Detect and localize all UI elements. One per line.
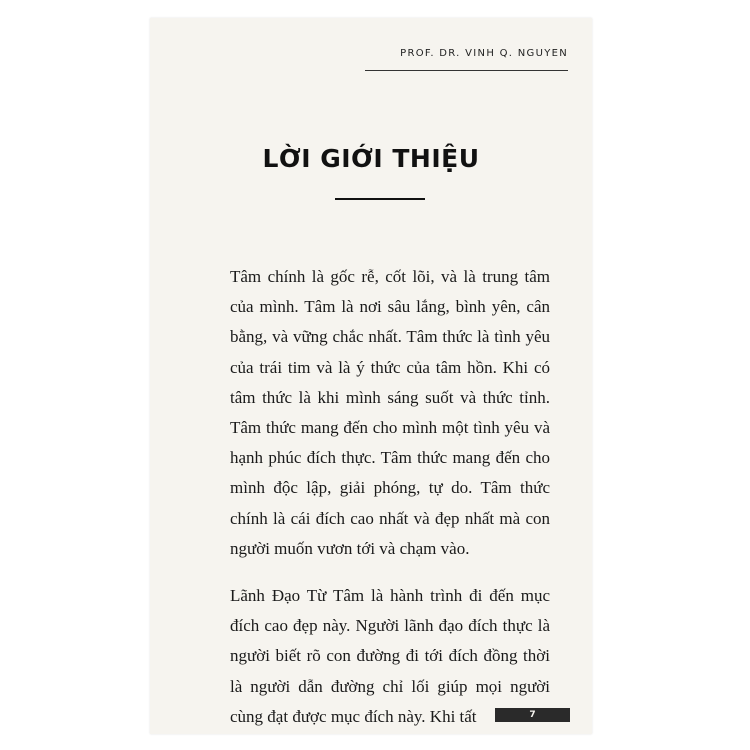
body-text xyxy=(230,262,550,732)
running-head: PROF. DR. VINH Q. NGUYEN xyxy=(400,48,568,59)
page-number: 7 xyxy=(495,708,570,722)
book-page xyxy=(150,18,592,734)
paragraph-2: Lãnh Đạo Từ Tâm là hành trình đi đến mục đích cao đẹp này. Người lãnh đạo đích thực là người biết rõ con đường đi tới đích đồng thời là người dẫn đường chỉ lối giúp mọi người cùng đạt được mục đích này. Khi tất xyxy=(230,586,550,726)
running-head-rule xyxy=(365,70,568,71)
paragraph-1: Tâm chính là gốc rễ, cốt lõi, và là trung tâm của mình. Tâm là nơi sâu lắng, bình yên, cân bằng, và vững chắc nhất. Tâm thức là tình yêu của trái tim và là ý thức của tâm hồn. Khi có tâm thức là khi mình sáng suốt và thức tỉnh. Tâm thức mang đến cho mình một tình yêu và hạnh phúc đích thực. Tâm thức mang đến cho mình độc lập, giải phóng, tự do. Tâm thức chính là cái đích cao nhất và đẹp nhất mà con người muốn vươn tới và chạm vào. xyxy=(230,267,550,558)
chapter-title-rule xyxy=(335,198,425,200)
chapter-title: LỜI GIỚI THIỆU xyxy=(262,144,480,173)
